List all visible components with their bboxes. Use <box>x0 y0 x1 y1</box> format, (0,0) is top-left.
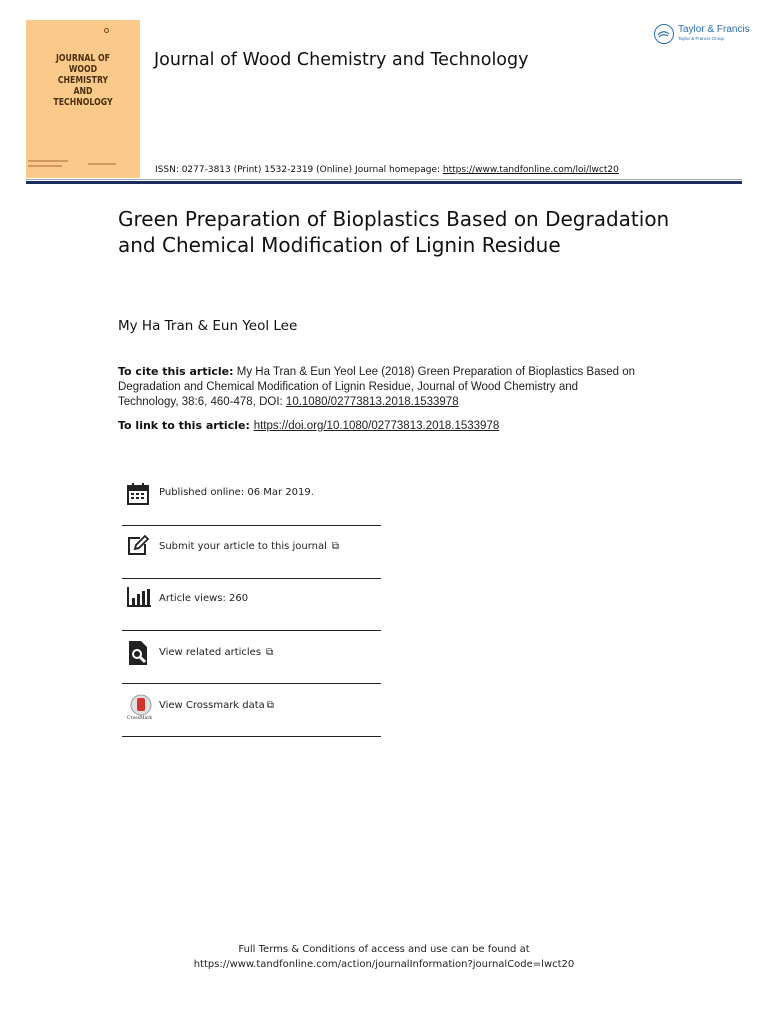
article-title: Green Preparation of Bioplastics Based on Degradation and Chemical Modification of Lignin Residue <box>118 207 670 257</box>
taylor-francis-logo-icon <box>654 24 674 44</box>
crossmark-icon-text: CrossMark <box>127 716 153 721</box>
cover-text-line <box>88 163 116 165</box>
citation-label: To cite this article: <box>118 365 234 378</box>
link-label: To link to this article: <box>118 419 254 432</box>
article-authors: My Ha Tran & Eun Yeol Lee <box>118 318 298 334</box>
crossmark-row[interactable] <box>122 685 381 737</box>
related-articles-label: View related articles <box>159 647 262 658</box>
edit-icon <box>126 534 152 560</box>
published-online-label: Published online: 06 Mar 2019. <box>159 487 314 498</box>
article-views-label: Article views: 260 <box>159 593 249 604</box>
crossmark-link[interactable] <box>159 700 274 711</box>
row-divider <box>122 525 381 526</box>
related-articles-row[interactable] <box>122 632 381 684</box>
issn-line <box>155 165 619 175</box>
header-divider-thin <box>26 179 742 180</box>
taylor-francis-logo[interactable] <box>654 22 750 48</box>
journal-cover-image[interactable] <box>26 20 140 178</box>
article-views-row <box>122 579 381 631</box>
journal-homepage-link[interactable]: https://www.tandfonline.com/loi/lwct20 <box>442 165 619 175</box>
citation-doi-link[interactable]: 10.1080/02773813.2018.1533978 <box>285 396 459 408</box>
external-link-icon: ⧉ <box>266 700 274 711</box>
related-articles-link[interactable] <box>159 647 273 658</box>
publisher-group: Taylor & Francis Group <box>678 36 725 41</box>
published-online-row <box>122 474 381 526</box>
submit-article-link[interactable] <box>159 541 339 552</box>
publisher-name: Taylor & Francis <box>678 24 750 35</box>
row-divider <box>122 683 381 684</box>
header-divider <box>26 181 742 184</box>
terms-url[interactable]: https://www.tandfonline.com/action/journalInformation?journalCode=lwct20 <box>193 959 575 970</box>
submit-article-row[interactable] <box>122 527 381 579</box>
article-doi-link[interactable]: https://doi.org/10.1080/02773813.2018.1533978 <box>253 420 500 432</box>
citation-block <box>118 364 638 410</box>
journal-name: Journal of Wood Chemistry and Technology <box>154 50 529 70</box>
article-link-block <box>118 419 499 432</box>
row-divider <box>122 736 381 737</box>
cover-title: JOURNAL OF WOOD CHEMISTRY AND TECHNOLOGY <box>53 53 113 108</box>
terms-footer <box>0 942 768 972</box>
calendar-icon <box>126 482 152 508</box>
external-link-icon: ⧉ <box>266 647 274 658</box>
crossmark-label: View Crossmark data <box>159 700 265 711</box>
external-link-icon: ⧉ <box>331 541 340 552</box>
citation-text: My Ha Tran & Eun Yeol Lee (2018) Green Preparation of Bioplastics Based on Degradation and Chemical Modification of Lignin Residue, Journal of Wood Chemistry and Technology, 38:6, 460-478, DOI: <box>118 366 636 408</box>
cover-text-line <box>28 160 68 162</box>
submit-article-label: Submit your article to this journal <box>159 541 327 552</box>
cover-publisher-logo-icon <box>104 28 109 33</box>
document-search-icon <box>126 640 152 666</box>
terms-text: Full Terms & Conditions of access and use can be found at <box>238 944 530 955</box>
bar-chart-icon <box>126 585 152 611</box>
issn-text: ISSN: 0277-3813 (Print) 1532-2319 (Online) Journal homepage: <box>155 165 443 175</box>
crossmark-icon <box>126 693 156 719</box>
row-divider <box>122 630 381 631</box>
cover-text-line <box>28 165 62 167</box>
